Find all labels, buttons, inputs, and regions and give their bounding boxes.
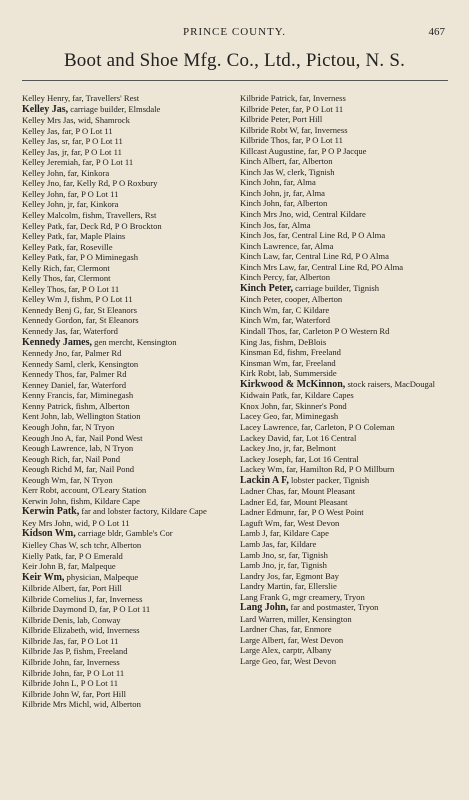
entry-text: Kelly Rich, far, Clermont (22, 262, 110, 273)
entry-text: Lardner Chas, far, Enmore (240, 624, 332, 635)
banner-rule (22, 80, 448, 81)
directory-entry (240, 592, 458, 603)
entry-text: Kilbride Jas, far, P O Lot 11 (22, 635, 119, 646)
directory-entry (22, 668, 240, 679)
directory-entry (240, 635, 458, 646)
directory-entry (240, 358, 458, 369)
entry-text: Lang Frank G, mgr creamery, Tryon (240, 591, 365, 602)
entry-text: Kelley John, jr, far, Kinkora (22, 199, 119, 210)
directory-entry (22, 583, 240, 594)
directory-entry (240, 401, 458, 412)
entry-text: lobster packer, Tignish (288, 474, 370, 485)
entry-text: Kielley Chas W, sch tchr, Alberton (22, 539, 142, 550)
entry-text: Kelley Patk, far, Deck Rd, P O Brockton (22, 220, 162, 231)
entry-text: Lard Warren, miller, Kensington (240, 613, 352, 624)
directory-entry (240, 560, 458, 571)
entry-bold-name: Keir Wm, (22, 571, 65, 583)
entry-text: Kennedy Thos, far, Palmer Rd (22, 369, 127, 380)
entry-text: Lamb Jas, far, Kildare (240, 538, 317, 549)
entry-text: Kielly Patk, far, P O Emerald (22, 550, 123, 561)
entry-text: Lamb Jno, sr, far, Tignish (240, 549, 328, 560)
page-number: 467 (428, 26, 445, 38)
entry-bold-name: Kinch Peter, (240, 282, 293, 294)
directory-entry (22, 348, 240, 359)
entry-text: Landry Martin, far, Ellerslie (240, 581, 337, 592)
entry-text: Keough Wm, far, N Tryon (22, 474, 113, 485)
directory-entry (240, 305, 458, 316)
entry-text: Keough Lawrence, lab, N Tryon (22, 443, 134, 454)
directory-entry (240, 146, 458, 157)
entry-text: Kilbride Cornelius J, far, Inverness (22, 593, 143, 604)
directory-entry (240, 188, 458, 199)
entry-text: Key Mrs John, wid, P O Lot 11 (22, 517, 130, 528)
directory-entry (22, 199, 240, 210)
entry-text: Kilbride Jas P, fishm, Freeland (22, 646, 128, 657)
entry-text: Kindall Thos, far, Carleton P O Western Rd (240, 326, 390, 337)
directory-entry (240, 167, 458, 178)
entry-text: Kinch Law, far, Central Line Rd, P O Alma (240, 251, 389, 262)
directory-entry (240, 347, 458, 358)
entry-text: Kilbride Mrs Michl, wid, Alberton (22, 699, 141, 710)
entry-bold-name: Kerwin Patk, (22, 506, 80, 518)
entry-text: Keough Richd M, far, Nail Pond (22, 464, 135, 475)
entry-text: Lacey Geo, far, Miminegash (240, 411, 339, 422)
directory-entry (240, 443, 458, 454)
entry-text: Kilbride Elizabeth, wid, Inverness (22, 625, 140, 636)
directory-entry (240, 507, 458, 518)
entry-text: Lamb J, far, Kildare Cape (240, 528, 329, 539)
entry-text: Kilbride Albert, far, Port Hill (22, 583, 122, 594)
entry-text: stock raisers, MacDougal (345, 378, 436, 389)
directory-entry (22, 263, 240, 274)
directory-entry (22, 636, 240, 647)
directory-entry (22, 699, 240, 710)
entry-text: carriage bldr, Gamble's Cor (75, 528, 173, 539)
entry-text: Kinch Mrs Jno, wid, Central Kildare (240, 209, 366, 220)
directory-entry (22, 390, 240, 401)
directory-entry (22, 540, 240, 551)
directory-entry (22, 485, 240, 496)
entry-text: Kinch Percy, far, Alberton (240, 272, 331, 283)
directory-entry (22, 284, 240, 295)
directory-entry (22, 157, 240, 168)
directory-entry (22, 411, 240, 422)
entry-text: Kinsman Wm, far, Freeland (240, 357, 336, 368)
directory-entry (240, 315, 458, 326)
entry-text: Kinch Jos, far, Alma (240, 219, 311, 230)
directory-entry (240, 379, 458, 391)
directory-entry (22, 252, 240, 263)
entry-text: Laguft Wm, far, West Devon (240, 517, 340, 528)
entry-text: Kelly Thos, far, Clermont (22, 273, 111, 284)
entry-text: Kinch Wm, far, C Kildare (240, 304, 330, 315)
entry-text: carriage builder, Elmsdale (68, 103, 161, 114)
entry-text: Knox John, far, Skinner's Pond (240, 400, 347, 411)
entry-text: carriage builder, Tignish (292, 282, 380, 293)
directory-entry (22, 305, 240, 316)
directory-entry (22, 104, 240, 116)
entry-text: Kinch Peter, cooper, Alberton (240, 294, 343, 305)
directory-entry (22, 594, 240, 605)
entry-text: Kenney Daniel, far, Waterford (22, 379, 127, 390)
entry-text: Lacey Lawrence, far, Carleton, P O Coleman (240, 421, 395, 432)
entry-text: Large Albert, far, West Devon (240, 634, 344, 645)
entry-text: Killcast Augustine, far, P O P Jacque (240, 145, 367, 156)
entry-text: Kirk Robt, lab, Summerside (240, 368, 337, 379)
entry-text: Large Geo, far, West Devon (240, 655, 337, 666)
right-column (240, 93, 458, 667)
entry-text: Kelley Henry, far, Travellers' Rest (22, 93, 140, 103)
entry-text: Kennedy Gordon, far, St Eleanors (22, 315, 139, 326)
directory-entry (240, 198, 458, 209)
directory-entry (240, 550, 458, 561)
directory-entry (22, 210, 240, 221)
directory-entry (22, 464, 240, 475)
directory-entry (240, 390, 458, 401)
directory-entry (22, 551, 240, 562)
entry-text: Kinch Lawrence, far, Alma (240, 240, 334, 251)
entry-text: Kelley Jas, sr, far, P O Lot 11 (22, 136, 123, 147)
running-title: PRINCE COUNTY. (182, 26, 287, 38)
directory-entry (240, 475, 458, 487)
entry-text: Ladner Ed, far, Mount Pleasant (240, 496, 348, 507)
directory-entry (22, 231, 240, 242)
directory-entry (240, 497, 458, 508)
entry-text: Kelley John, far, P O Lot 11 (22, 188, 119, 199)
directory-entry (22, 678, 240, 689)
entry-text: Kilbride Denis, lab, Conway (22, 614, 121, 625)
running-header (0, 26, 469, 40)
directory-entry (22, 178, 240, 189)
directory-entry (240, 262, 458, 273)
directory-entry (22, 572, 240, 584)
directory-entry (240, 93, 458, 104)
entry-text: Kilbride Peter, far, P O Lot 11 (240, 103, 344, 114)
entry-text: Lackey Jno, jr, far, Belmont (240, 443, 336, 454)
entry-text: Kelley Jno, far, Kelly Rd, P O Roxbury (22, 178, 158, 189)
directory-entry (22, 401, 240, 412)
directory-entry (240, 422, 458, 433)
directory-entry (240, 464, 458, 475)
entry-bold-name: Kirkwood & McKinnon, (240, 378, 346, 390)
directory-entry (240, 156, 458, 167)
directory-entry (22, 657, 240, 668)
directory-entry (240, 337, 458, 348)
entry-text: Lamb Jno, jr, far, Tignish (240, 560, 327, 571)
directory-entry (22, 115, 240, 126)
directory-entry (240, 539, 458, 550)
directory-entry (22, 454, 240, 465)
directory-entry (22, 326, 240, 337)
entry-text: Kelley Thos, far, P O Lot 11 (22, 283, 120, 294)
entry-text: Kelley Jeremiah, far, P O Lot 11 (22, 157, 134, 168)
directory-entry (240, 114, 458, 125)
directory-entry (240, 177, 458, 188)
directory-entry (22, 506, 240, 518)
entry-bold-name: Kennedy James, (22, 336, 92, 348)
directory-entry (22, 147, 240, 158)
directory-entry (240, 251, 458, 262)
directory-entry (240, 294, 458, 305)
entry-text: gen mercht, Kensington (92, 336, 177, 347)
entry-text: Ladner Chas, far, Mount Pleasant (240, 486, 356, 497)
entry-text: far and postmaster, Tryon (288, 602, 379, 613)
entry-text: Kilbride Patrick, far, Inverness (240, 93, 346, 103)
directory-entry (22, 136, 240, 147)
entry-text: Lackey David, far, Lot 16 Central (240, 432, 357, 443)
directory-entry (240, 104, 458, 115)
entry-text: Kennedy Jno, far, Palmer Rd (22, 348, 122, 359)
directory-entry (22, 422, 240, 433)
directory-entry (22, 443, 240, 454)
entry-text: Kilbride John, far, P O Lot 11 (22, 667, 125, 678)
directory-entry (240, 454, 458, 465)
entry-text: physician, Malpeque (64, 571, 139, 582)
directory-entry (240, 581, 458, 592)
entry-text: Lackey Wm, far, Hamilton Rd, P O Millburn (240, 464, 395, 475)
directory-entry (240, 230, 458, 241)
entry-text: Kinch Albert, far, Alberton (240, 156, 333, 167)
entry-text: Kilbride John W, far, Port Hill (22, 688, 126, 699)
entry-text: Kenny Patrick, fishm, Alberton (22, 400, 130, 411)
directory-entry (22, 646, 240, 657)
directory-entry (22, 604, 240, 615)
directory-entry (22, 561, 240, 572)
entry-text: Keough John, far, N Tryon (22, 421, 115, 432)
entry-text: Kinch John, far, Alberton (240, 198, 328, 209)
directory-entry (240, 645, 458, 656)
entry-text: Keough Rich, far, Nail Pond (22, 453, 120, 464)
directory-entry (22, 221, 240, 232)
entry-text: Lackey Joseph, far, Lot 16 Central (240, 453, 359, 464)
entry-bold-name: Kidson Wm, (22, 528, 76, 540)
entry-text: Kinch John, far, Alma (240, 177, 316, 188)
directory-entry (240, 220, 458, 231)
entry-bold-name: Lang John, (240, 602, 289, 614)
directory-entry (240, 125, 458, 136)
directory-entry (22, 126, 240, 137)
entry-text: Kent John, lab, Wellington Station (22, 411, 141, 422)
entry-text: King Jas, fishm, DeBlois (240, 336, 327, 347)
entry-text: Kinsman Ed, fishm, Freeland (240, 347, 341, 358)
entry-text: Kenny Francis, far, Miminegash (22, 390, 134, 401)
entry-text: Ladner Edmunr, far, P O West Point (240, 507, 364, 518)
directory-entry (240, 528, 458, 539)
entry-text: Landry Jos, far, Egmont Bay (240, 570, 339, 581)
directory-entry (22, 315, 240, 326)
entry-text: Kelley Patk, far, Roseville (22, 241, 113, 252)
directory-entry (240, 433, 458, 444)
entry-text: Kelley Jas, far, P O Lot 11 (22, 125, 113, 136)
directory-entry (240, 624, 458, 635)
directory-entry (22, 475, 240, 486)
entry-text: Kilbride Thos, far, P O Lot 11 (240, 135, 343, 146)
entry-text: Kilbride John, far, Inverness (22, 656, 120, 667)
directory-entry (240, 614, 458, 625)
directory-entry (22, 433, 240, 444)
entry-text: Kilbride Daymond D, far, P O Lot 11 (22, 604, 151, 615)
entry-text: Kinch Mrs Law, far, Central Line Rd, PO Alma (240, 261, 404, 272)
entry-text: Kilbride John L, P O Lot 11 (22, 678, 119, 689)
directory-entry (22, 189, 240, 200)
directory-entry (240, 326, 458, 337)
directory-entry (22, 337, 240, 349)
entry-text: Kidwain Patk, far, Kildare Capes (240, 390, 354, 401)
entry-text: Kennedy Saml, clerk, Kensington (22, 358, 139, 369)
directory-entry (22, 369, 240, 380)
entry-text: far and lobster factory, Kildare Cape (79, 506, 207, 517)
directory-entry (240, 283, 458, 295)
directory-entry (22, 615, 240, 626)
directory-entry (22, 294, 240, 305)
directory-entry (240, 411, 458, 422)
entry-text: Kelley Mrs Jas, wid, Shamrock (22, 115, 130, 126)
directory-entry (240, 602, 458, 614)
directory-entry (22, 496, 240, 507)
directory-entry (240, 272, 458, 283)
directory-entry (22, 359, 240, 370)
entry-bold-name: Kelley Jas, (22, 103, 69, 115)
entry-text: Kelley Malcolm, fishm, Travellers, Rst (22, 210, 157, 221)
directory-entry (22, 528, 240, 540)
directory-entry (22, 689, 240, 700)
entry-text: Kinch Jos, far, Central Line Rd, P O Alma (240, 230, 386, 241)
directory-entry (22, 93, 240, 104)
entry-text: Kelley John, far, Kinkora (22, 167, 110, 178)
entry-text: Kilbride Peter, Port Hill (240, 114, 323, 125)
directory-entry (240, 241, 458, 252)
entry-text: Kelley Wm J, fishm, P O Lot 11 (22, 294, 133, 305)
entry-text: Keough Jno A, far, Nail Pond West (22, 432, 143, 443)
directory-entry (22, 380, 240, 391)
entry-text: Kelley Jas, jr, far, P O Lot 11 (22, 146, 122, 157)
entry-text: Keir John B, far, Malpeque (22, 561, 116, 572)
entry-text: Kinch John, jr, far, Alma (240, 187, 325, 198)
directory-entry (22, 518, 240, 529)
directory-entry (240, 368, 458, 379)
directory-entry (22, 625, 240, 636)
directory-entry (240, 135, 458, 146)
entry-text: Kilbride Robt W, far, Inverness (240, 124, 348, 135)
entry-text: Kinch Jas W, clerk, Tignish (240, 166, 335, 177)
directory-entry (240, 571, 458, 582)
directory-entry (22, 273, 240, 284)
entry-text: Kerwin John, fishm, Kildare Cape (22, 495, 140, 506)
directory-entry (240, 656, 458, 667)
directory-entry (240, 486, 458, 497)
directory-entry (240, 209, 458, 220)
entry-text: Kelley Patk, far, Maple Plains (22, 231, 126, 242)
entry-text: Kennedy Jas, far, Waterford (22, 326, 118, 337)
entry-text: Kinch Wm, far, Waterford (240, 315, 331, 326)
entry-bold-name: Lackin A F, (240, 474, 289, 486)
entry-text: Kelley Patk, far, P O Miminegash (22, 252, 139, 263)
entry-text: Kerr Robt, account, O'Leary Station (22, 485, 147, 496)
advertisement-banner: Boot and Shoe Mfg. Co., Ltd., Pictou, N. S. (63, 50, 406, 71)
entry-text: Large Alex, carptr, Albany (240, 645, 332, 656)
directory-entry (240, 518, 458, 529)
entry-text: Kennedy Benj G, far, St Eleanors (22, 304, 137, 315)
directory-entry (22, 168, 240, 179)
left-column (22, 93, 240, 710)
directory-entry (22, 242, 240, 253)
